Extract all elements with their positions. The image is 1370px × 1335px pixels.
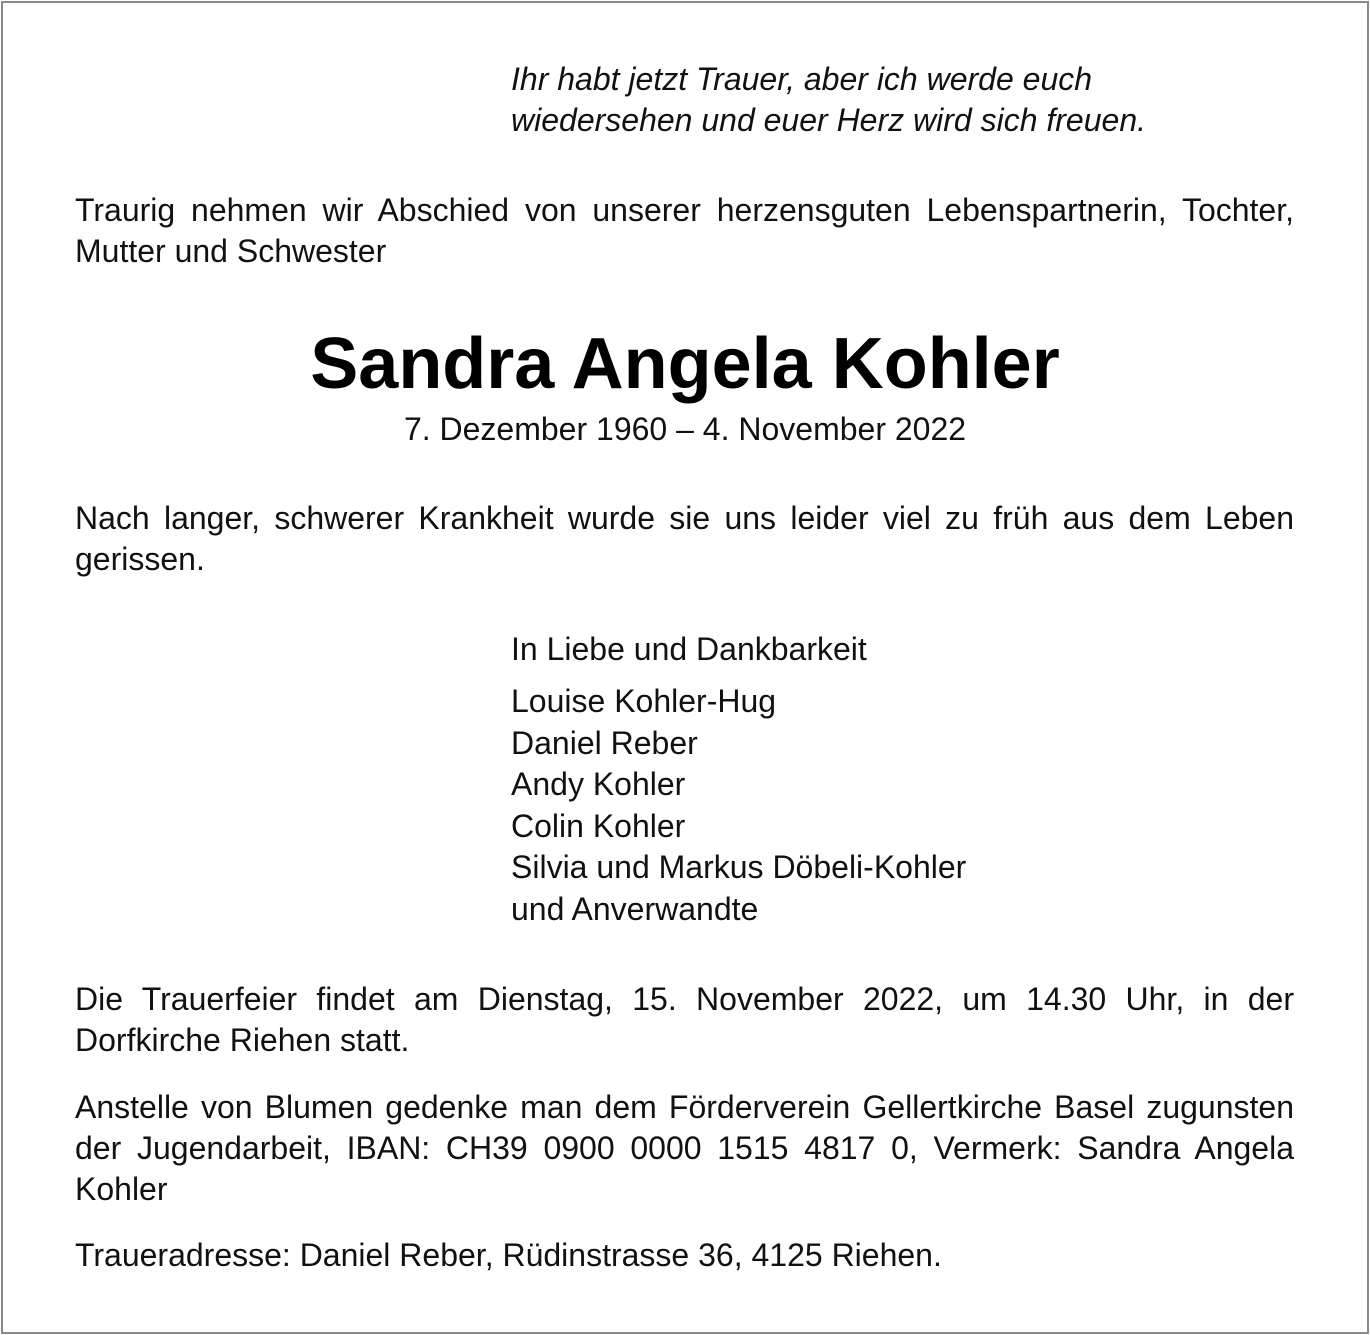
life-dates: 7. Dezember 1960 – 4. November 2022 <box>403 411 967 447</box>
deceased-name: Sandra Angela Kohler <box>310 324 1060 404</box>
quote-line-1: Ihr habt jetzt Trauer, aber ich werde euch <box>511 61 1093 97</box>
mourner-name: Daniel Reber <box>511 724 698 761</box>
quote-line-2: wiedersehen und euer Herz wird sich freuen. <box>511 102 1146 138</box>
mourner-name: Andy Kohler <box>511 766 686 803</box>
mourning-address: Traueradresse: Daniel Reber, Rüdinstrasse 36, 4125 Riehen. <box>75 1237 942 1273</box>
mourner-name: Silvia und Markus Döbeli-Kohler <box>511 849 967 886</box>
service-paragraph: Die Trauerfeier findet am Dienstag, 15. November 2022, um 14.30 Uhr, in der Dorfkirche Riehen statt. <box>75 981 1294 1058</box>
donation-paragraph: Anstelle von Blumen gedenke man dem Förderverein Gellertkirche Basel zugunsten der Jugendarbeit, IBAN: CH39 0900 0000 1515 4817 0, Vermerk: Sandra Angela Kohler <box>75 1089 1294 1207</box>
mourners-list <box>511 681 966 931</box>
thanks-line: In Liebe und Dankbarkeit <box>511 631 867 667</box>
bible-quote <box>511 59 1146 141</box>
mourner-name: Louise Kohler-Hug <box>511 683 777 719</box>
illness-paragraph: Nach langer, schwerer Krankheit wurde sie uns leider viel zu früh aus dem Leben gerissen. <box>75 500 1294 577</box>
mourner-name: Colin Kohler <box>511 807 686 844</box>
intro-paragraph: Traurig nehmen wir Abschied von unserer herzensguten Lebenspartnerin, Tochter, Mutter und Schwester <box>75 192 1294 269</box>
mourner-name: und Anverwandte <box>511 890 759 927</box>
